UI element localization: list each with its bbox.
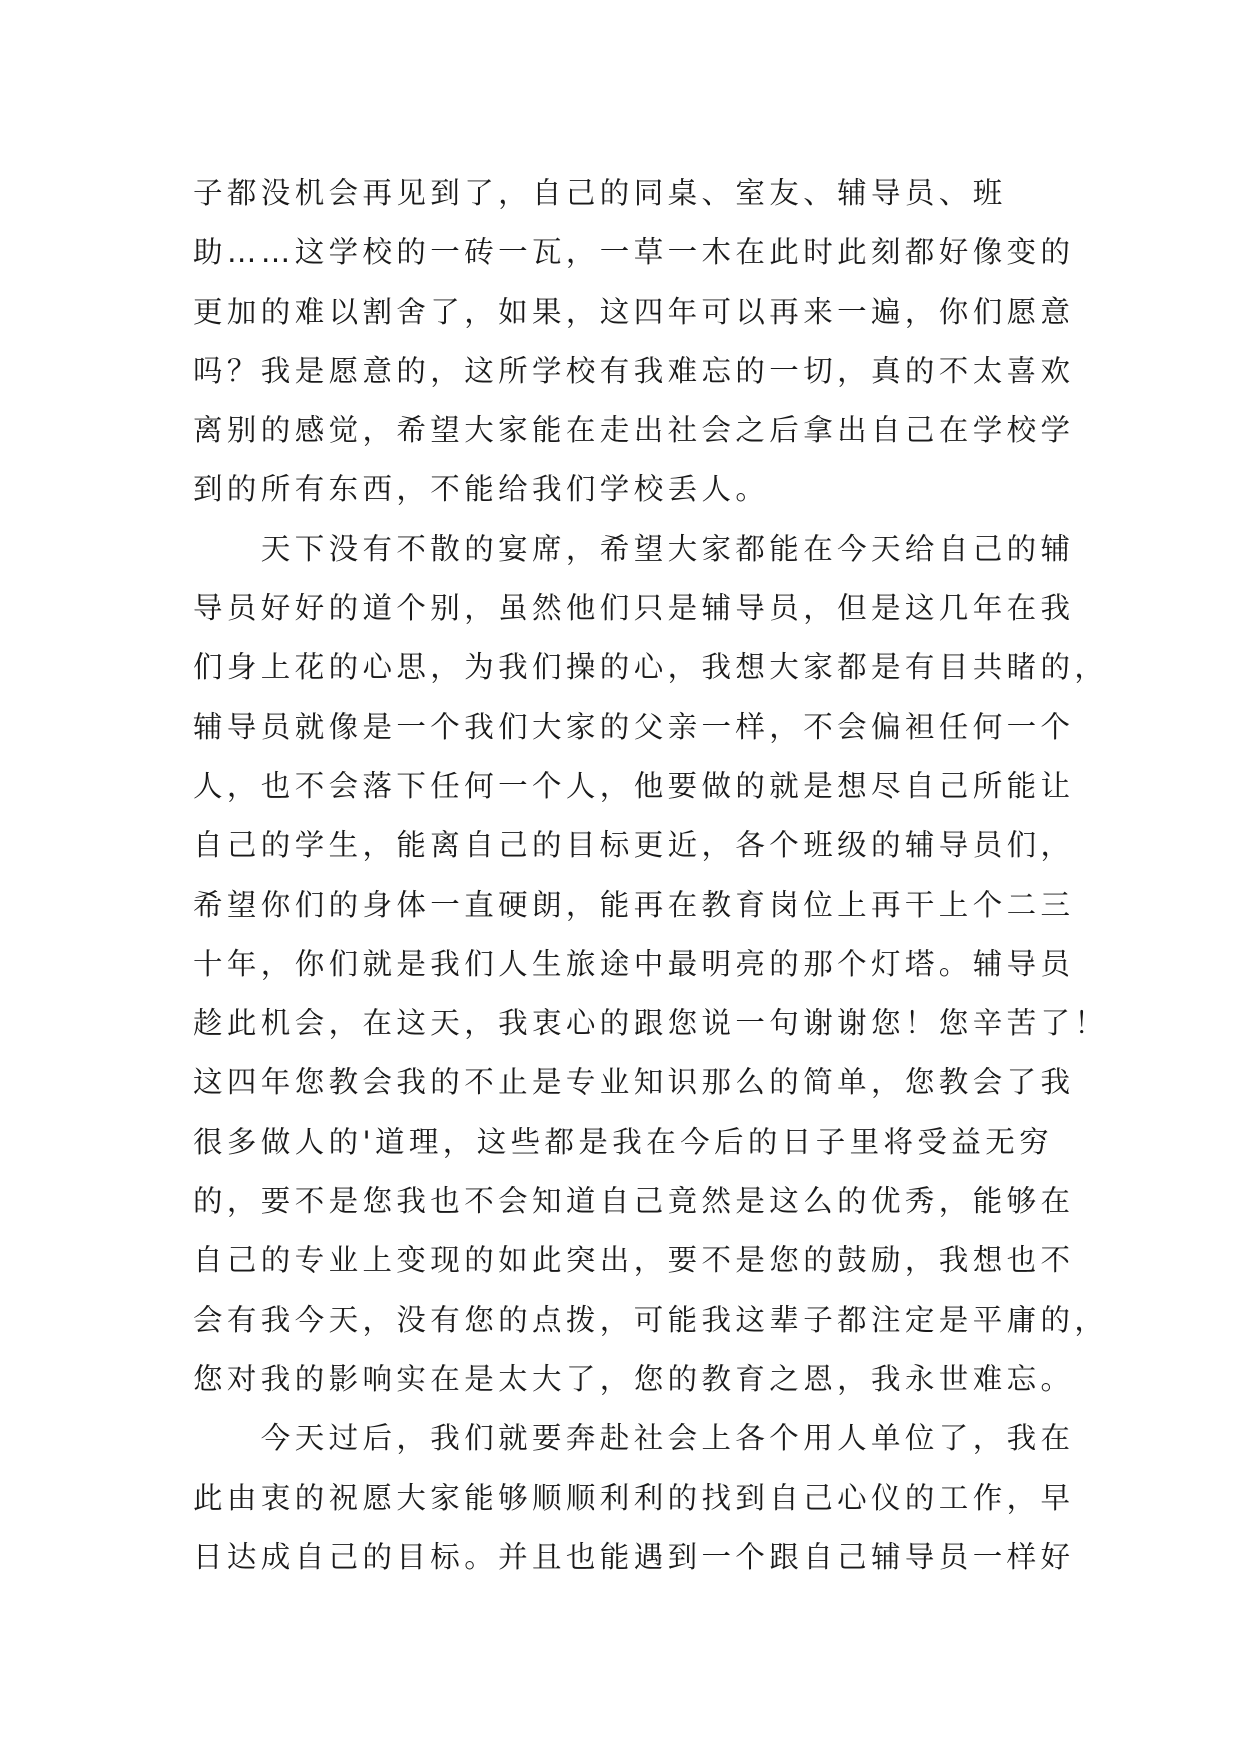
text-line: 希望你们的身体一直硬朗，能再在教育岗位上再干上个二三 [193,887,1075,922]
text-line: 助……这学校的一砖一瓦，一草一木在此时此刻都好像变的 [193,235,1075,270]
document-text [193,164,1109,1587]
text-line: 很多做人的'道理，这些都是我在今后的日子里将受益无穷 [193,1124,1054,1159]
text-line: 自己的专业上变现的如此突出，要不是您的鼓励，我想也不 [193,1243,1075,1278]
text-line: 到的所有东西，不能给我们学校丢人。 [193,472,770,507]
text-line: 离别的感觉，希望大家能在走出社会之后拿出自己在学校学 [193,413,1075,448]
text-line: 十年，你们就是我们人生旅途中最明亮的那个灯塔。辅导员 [193,946,1075,981]
text-line: 今天过后，我们就要奔赴社会上各个用人单位了，我在 [193,1421,1075,1456]
text-line: 人，也不会落下任何一个人，他要做的就是想尽自己所能让 [193,768,1075,803]
text-line: 们身上花的心思，为我们操的心，我想大家都是有目共睹的， [193,650,1109,685]
text-line: 此由衷的祝愿大家能够顺顺利利的找到自己心仪的工作，早 [193,1480,1075,1515]
text-line: 吗？我是愿意的，这所学校有我难忘的一切，真的不太喜欢 [193,353,1075,388]
text-line: 辅导员就像是一个我们大家的父亲一样，不会偏袒任何一个 [193,709,1075,744]
text-line: 日达成自己的目标。并且也能遇到一个跟自己辅导员一样好 [193,1539,1075,1574]
text-line: 天下没有不散的宴席，希望大家都能在今天给自己的辅 [193,531,1075,566]
text-line: 趁此机会，在这天，我衷心的跟您说一句谢谢您！您辛苦了！ [193,1006,1109,1041]
text-line: 的，要不是您我也不会知道自己竟然是这么的优秀，能够在 [193,1184,1075,1219]
text-line: 子都没机会再见到了，自己的同桌、室友、辅导员、班 [193,176,1007,210]
text-line: 导员好好的道个别，虽然他们只是辅导员，但是这几年在我 [193,591,1075,626]
text-line: 会有我今天，没有您的点拨，可能我这辈子都注定是平庸的， [193,1302,1109,1337]
text-line: 您对我的影响实在是太大了，您的教育之恩，我永世难忘。 [193,1361,1075,1396]
text-line: 更加的难以割舍了，如果，这四年可以再来一遍，你们愿意 [193,294,1075,329]
text-line: 自己的学生，能离自己的目标更近，各个班级的辅导员们， [193,828,1075,863]
text-line: 这四年您教会我的不止是专业知识那么的简单，您教会了我 [193,1065,1075,1100]
